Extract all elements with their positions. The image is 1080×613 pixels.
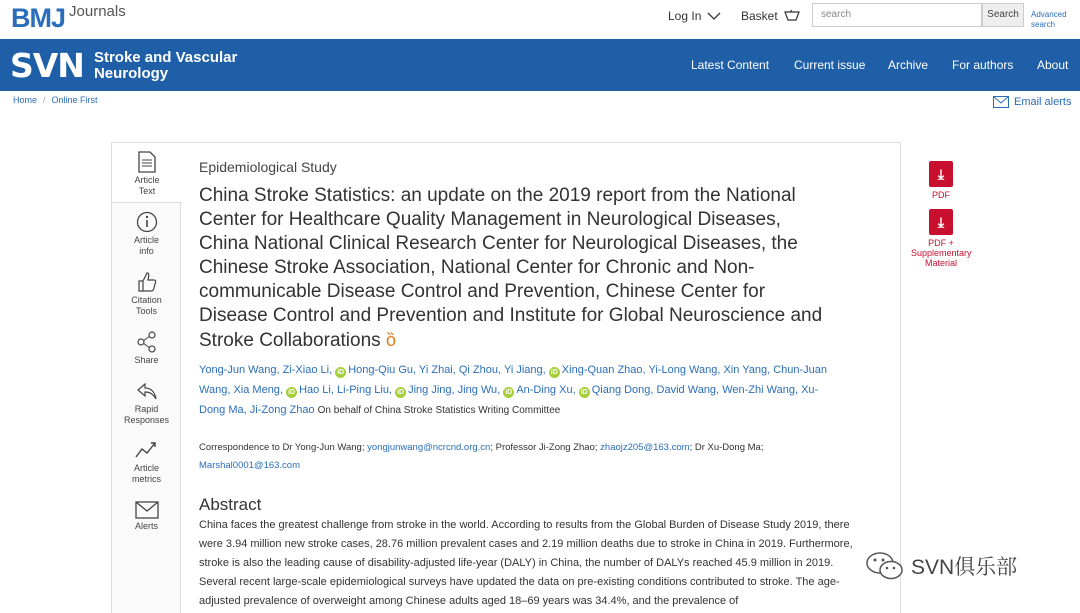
on-behalf-text: On behalf of China Stroke Statistics Writing Committee	[317, 405, 561, 416]
article-type: Epidemiological Study	[199, 159, 337, 175]
article-sidebar	[112, 143, 181, 613]
author-link[interactable]: Chun-Juan Wang	[199, 364, 828, 396]
author-link[interactable]: Qiang Dong	[591, 384, 651, 396]
orcid-icon[interactable]: iD	[550, 369, 558, 376]
email-alerts-link[interactable]	[993, 96, 1071, 108]
author-link[interactable]: An-Ding Xu	[516, 384, 573, 396]
reply-icon	[136, 380, 158, 402]
sidebar-label: Citation	[131, 295, 162, 305]
advanced-search-line2: search	[1031, 20, 1056, 29]
wechat-watermark	[865, 551, 1017, 581]
correspondence-mid: ; Dr Xu-Dong Ma;	[689, 442, 764, 453]
breadcrumb	[13, 95, 98, 105]
pdf-supp-label: PDF +	[928, 238, 954, 248]
envelope-icon	[135, 501, 159, 519]
pdf-icon: ⤓	[929, 161, 953, 187]
author-link[interactable]: Xu-Dong Ma	[199, 384, 819, 416]
article-title	[199, 184, 829, 353]
pdf-label: PDF	[932, 190, 950, 200]
sidebar-item-article-text[interactable]	[112, 143, 182, 203]
sidebar-item-article-info[interactable]	[112, 211, 181, 257]
correspondence-email[interactable]: yongjunwang@ncrcnd.org.cn	[367, 442, 491, 453]
nav-latest-content[interactable]: Latest Content	[691, 58, 770, 72]
sidebar-item-share[interactable]	[112, 331, 181, 366]
author-link[interactable]: Hong-Qiu Gu	[348, 364, 413, 376]
orcid-icon[interactable]: iD	[288, 389, 296, 396]
sidebar-label: info	[139, 246, 154, 256]
author-link[interactable]: Jing Jing	[408, 384, 452, 396]
chevron-down-icon	[707, 12, 721, 21]
pdf-download-button[interactable]	[911, 161, 971, 200]
basket-label: Basket	[741, 9, 778, 23]
journal-name-line1: Stroke and Vascular	[93, 48, 238, 66]
login-label: Log In	[668, 9, 702, 23]
search-button[interactable]: Search	[982, 3, 1024, 27]
author-link[interactable]: Li-Ping Liu	[336, 384, 389, 396]
basket-icon	[784, 10, 800, 22]
journal-navbar	[0, 39, 1080, 91]
sidebar-item-article-metrics[interactable]	[112, 439, 181, 485]
thumbs-up-icon	[136, 271, 158, 293]
sidebar-label: Share	[134, 355, 159, 365]
svn-logo[interactable]	[10, 46, 237, 85]
author-link[interactable]: Yi-Long Wang	[648, 364, 718, 376]
article-title-text: China Stroke Statistics: an update on the 2019 report from the National Center for Healthcare Quality Management in Neurological Diseases, China National Clinical Research Center for Neurological Diseases, the Chinese Stroke Association, National Center for Chronic and Non-communicable Disease Control and Prevention, Chinese Center for Disease Control and Prevention and Institute for Global Neuroscience and Stroke Collaborations	[199, 185, 823, 351]
wechat-icon	[865, 551, 905, 581]
author-link[interactable]: Hao Li	[299, 384, 331, 396]
svn-abbr: SVN	[10, 46, 84, 85]
correspondence-mid: ; Professor Ji-Zong Zhao;	[490, 442, 598, 453]
breadcrumb-online-first[interactable]: Online First	[51, 95, 98, 105]
envelope-icon	[993, 96, 1009, 108]
journal-name	[94, 50, 237, 82]
journal-name-line2: Neurology	[93, 64, 169, 82]
author-link[interactable]: Yi Jiang	[503, 364, 543, 376]
correspondence-email[interactable]: Marshal0001@163.com	[199, 460, 301, 471]
advanced-search-line1: Advanced	[1031, 10, 1067, 19]
author-link[interactable]: Qi Zhou	[458, 364, 499, 376]
sidebar-label: Article	[133, 235, 159, 245]
author-link[interactable]: Xing-Quan Zhao	[561, 364, 643, 376]
sidebar-label: Article	[134, 175, 160, 185]
author-link[interactable]: Wen-Zhi Wang	[722, 384, 795, 396]
sidebar-item-citation-tools[interactable]	[112, 271, 181, 317]
pdf-supplementary-button[interactable]	[911, 209, 971, 268]
watermark-text: SVN俱乐部	[911, 556, 1018, 579]
bmj-journals-logo[interactable]	[11, 3, 126, 33]
journals-logo-text: Journals	[69, 3, 126, 20]
sidebar-item-rapid-responses[interactable]	[112, 380, 181, 426]
pdf-icon: ⤓	[929, 209, 953, 235]
sidebar-label: Rapid	[134, 404, 159, 414]
nav-current-issue[interactable]: Current issue	[794, 58, 866, 72]
sidebar-label: Text	[138, 186, 156, 196]
sidebar-item-alerts[interactable]	[112, 501, 181, 532]
login-link[interactable]	[668, 9, 721, 23]
advanced-search-link[interactable]	[1031, 10, 1067, 30]
author-link[interactable]: Xin Yang	[723, 364, 768, 376]
pdf-supp-label: Material	[924, 258, 957, 268]
author-link[interactable]: David Wang	[656, 384, 717, 396]
basket-link[interactable]	[741, 9, 800, 23]
metrics-icon	[135, 439, 159, 461]
top-bar	[0, 0, 1080, 39]
nav-archive[interactable]: Archive	[888, 58, 929, 72]
share-icon	[136, 331, 158, 353]
search-input[interactable]: search	[812, 3, 982, 27]
breadcrumb-separator: /	[43, 95, 46, 105]
open-access-icon: ȍ	[385, 330, 396, 350]
sidebar-label: Tools	[135, 306, 157, 316]
author-link[interactable]: Xia Meng	[233, 384, 280, 396]
correspondence	[199, 439, 839, 475]
breadcrumb-home[interactable]: Home	[13, 95, 38, 105]
author-link[interactable]: Ji-Zong Zhao	[249, 404, 315, 416]
author-link[interactable]: Yong-Jun Wang	[199, 364, 277, 376]
sidebar-label: Alerts	[134, 521, 158, 531]
orcid-icon[interactable]: iD	[505, 389, 513, 396]
sidebar-label: Article	[133, 463, 159, 473]
author-link[interactable]: Jing Wu	[457, 384, 498, 396]
author-link[interactable]: Zi-Xiao Li	[282, 364, 330, 376]
sidebar-label: Responses	[123, 415, 170, 425]
document-icon	[138, 151, 156, 173]
sidebar-label: metrics	[132, 474, 161, 484]
info-icon	[136, 211, 158, 233]
email-alerts-label: Email alerts	[1014, 96, 1072, 108]
correspondence-prefix: Correspondence to Dr Yong-Jun Wang;	[199, 442, 365, 453]
nav-about[interactable]: About	[1037, 58, 1069, 72]
abstract-heading: Abstract	[199, 495, 262, 514]
orcid-icon[interactable]: iD	[397, 389, 405, 396]
orcid-icon[interactable]: iD	[580, 389, 588, 396]
abstract-text: China faces the greatest challenge from stroke in the world. According to results from the Global Burden of Disease Study 2019, there were 3.94 million new stroke cases, 28.76 million prevalent cases and 2.19 million deaths due to stroke in China in 2019. Furthermore, stroke is also the leading cause of disability-adjusted life-year (DALY) in China, the number of DALYs reached 45.9 million in 2019. Several recent large-scale epidemiological surveys have updated the data on pre-existing conditions contributed to stroke. The age-adjusted prevalence of overweight among Chinese adults aged 18–69 years was 34.4%, and the prevalence of	[199, 519, 853, 607]
correspondence-email[interactable]: zhaojz205@163.com	[600, 442, 690, 453]
pdf-supp-label: Supplementary	[911, 248, 972, 258]
author-link[interactable]: Yi Zhai	[418, 364, 453, 376]
author-list: Yong-Jun Wang, Zi-Xiao Li, iD Hong-Qiu Gu, Yi Zhai, Qi Zhou, Yi Jiang, iD Xing-Quan Zhao, Yi-Long Wang, Xin Yang, Chun-Juan Wang, Xia Meng, iD Hao Li, Li-Ping Liu, iD Jing Jing, Jing Wu, iD An-Ding Xu, iD Qiang Dong, David Wang, Wen-Zhi Wang, Xu-Dong Ma, Ji-Zong Zhao On behalf of China Stroke Statistics Writing Committee	[199, 364, 828, 416]
orcid-icon[interactable]: iD	[337, 369, 345, 376]
nav-for-authors[interactable]: For authors	[952, 58, 1014, 72]
bmj-logo-text: BMJ	[11, 3, 66, 33]
